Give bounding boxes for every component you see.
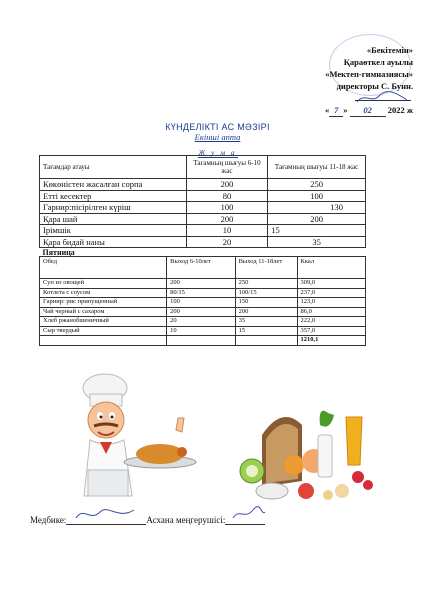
dish-name: Суп из овощей bbox=[40, 279, 167, 289]
dish-name: Хлеб ржанобшеничный bbox=[40, 317, 167, 327]
table-row bbox=[40, 279, 366, 289]
day-label: Ж у м а bbox=[198, 148, 237, 157]
kcal: 237,0 bbox=[297, 288, 365, 298]
portion-11-18: 15 bbox=[268, 225, 366, 237]
food-illustration bbox=[222, 395, 382, 507]
table-row bbox=[40, 190, 366, 202]
dish-name: Қара шай bbox=[40, 213, 187, 225]
portion-11-18: 100 bbox=[268, 190, 366, 202]
date-open-quote: « bbox=[324, 105, 330, 115]
dish-name: Көкөністен жасалған сорпа bbox=[40, 179, 187, 191]
kcal: 357,0 bbox=[297, 326, 365, 336]
kcal-total: 1210,1 bbox=[297, 336, 365, 346]
portion-11-18: 35 bbox=[268, 236, 366, 248]
portion-11-18: 35 bbox=[235, 317, 297, 327]
portion-6-10: 80/15 bbox=[167, 288, 235, 298]
dish-name: Гарнир:пісірілген күріш bbox=[40, 202, 187, 214]
approval-block bbox=[325, 44, 413, 117]
table-row bbox=[40, 202, 366, 214]
table-row bbox=[40, 317, 366, 327]
kcal: 222,0 bbox=[297, 317, 365, 327]
column-header: Тағамның шығуы 11-18 жас bbox=[268, 156, 366, 179]
canteen-label: Асхана меңгерушісі: bbox=[146, 515, 226, 525]
page-title: КҮНДЕЛІКТІ АС МӘЗІРІ bbox=[165, 122, 270, 132]
total-row bbox=[40, 336, 366, 346]
portion-6-10: 10 bbox=[167, 326, 235, 336]
table-row bbox=[40, 288, 366, 298]
date-year: 2022 ж bbox=[387, 105, 413, 115]
portion-11-18: 200 bbox=[235, 307, 297, 317]
dish-name: Чай черный с сахаром bbox=[40, 307, 167, 317]
table-row bbox=[40, 225, 366, 237]
director-signature bbox=[355, 100, 411, 101]
portion-11-18: 130 bbox=[268, 202, 366, 214]
approval-line-2: Қараөткел ауылы bbox=[343, 57, 413, 67]
column-header: Обед bbox=[40, 257, 167, 279]
dish-name: Етті кесектер bbox=[40, 190, 187, 202]
portion-6-10: 20 bbox=[167, 317, 235, 327]
kcal: 86,0 bbox=[297, 307, 365, 317]
week-label: Екінші апта bbox=[194, 132, 241, 142]
column-header: Тағамдар атауы bbox=[40, 156, 187, 179]
kcal: 123,0 bbox=[297, 298, 365, 308]
dish-name: Ірімшік bbox=[40, 225, 187, 237]
portion-6-10: 100 bbox=[186, 202, 268, 214]
nurse-signature bbox=[66, 512, 146, 525]
portion-6-10: 100 bbox=[167, 298, 235, 308]
column-header: Выход 6-10лет bbox=[167, 257, 235, 279]
nurse-label: Медбике: bbox=[30, 515, 67, 525]
portion-11-18: 150 bbox=[235, 298, 297, 308]
date-day: 7 bbox=[329, 104, 343, 117]
portion-6-10: 10 bbox=[186, 225, 268, 237]
portion-6-10: 20 bbox=[186, 236, 268, 248]
portion-11-18: 200 bbox=[268, 213, 366, 225]
column-header: Выход 11-18лет bbox=[235, 257, 297, 279]
menu-table-kz bbox=[39, 155, 366, 258]
menu-table-ru bbox=[39, 256, 366, 346]
section-label: Пятница bbox=[42, 248, 75, 257]
portion-6-10: 200 bbox=[186, 179, 268, 191]
table-row bbox=[40, 213, 366, 225]
table-row bbox=[40, 326, 366, 336]
dish-name: Гарнир: рис припущенный bbox=[40, 298, 167, 308]
portion-11-18: 250 bbox=[235, 279, 297, 289]
table-row bbox=[40, 236, 366, 248]
empty-cell bbox=[40, 336, 167, 346]
dish-name: Сыр твердый bbox=[40, 326, 167, 336]
portion-6-10: 200 bbox=[186, 213, 268, 225]
portion-11-18: 15 bbox=[235, 326, 297, 336]
chef-illustration bbox=[60, 370, 210, 510]
approval-line-3: «Мектеп-гимназиясы» bbox=[325, 69, 413, 79]
portion-11-18: 250 bbox=[268, 179, 366, 191]
portion-6-10: 200 bbox=[167, 307, 235, 317]
table-header-row bbox=[40, 257, 366, 279]
column-header: Ккал bbox=[297, 257, 365, 279]
table-header-row bbox=[40, 156, 366, 179]
dish-name: Котлета с соусом bbox=[40, 288, 167, 298]
canteen-signature bbox=[225, 512, 265, 525]
portion-6-10: 80 bbox=[186, 190, 268, 202]
table-row bbox=[40, 298, 366, 308]
table-row bbox=[40, 307, 366, 317]
portion-11-18: 100/15 bbox=[235, 288, 297, 298]
signature-footer bbox=[30, 512, 410, 525]
portion-6-10: 200 bbox=[167, 279, 235, 289]
empty-cell bbox=[167, 336, 235, 346]
empty-cell bbox=[235, 336, 297, 346]
approval-line-4: директоры С. Бунн. bbox=[336, 81, 413, 91]
dish-name: Қара бидай наны bbox=[40, 236, 187, 248]
table-row bbox=[40, 179, 366, 191]
kcal: 309,0 bbox=[297, 279, 365, 289]
column-header: Тағамның шығуы 6-10 жас bbox=[186, 156, 268, 179]
date-month: 02 bbox=[350, 104, 386, 117]
date-close-quote: » bbox=[343, 105, 348, 115]
approval-line-1: «Бекітемін» bbox=[366, 45, 413, 55]
